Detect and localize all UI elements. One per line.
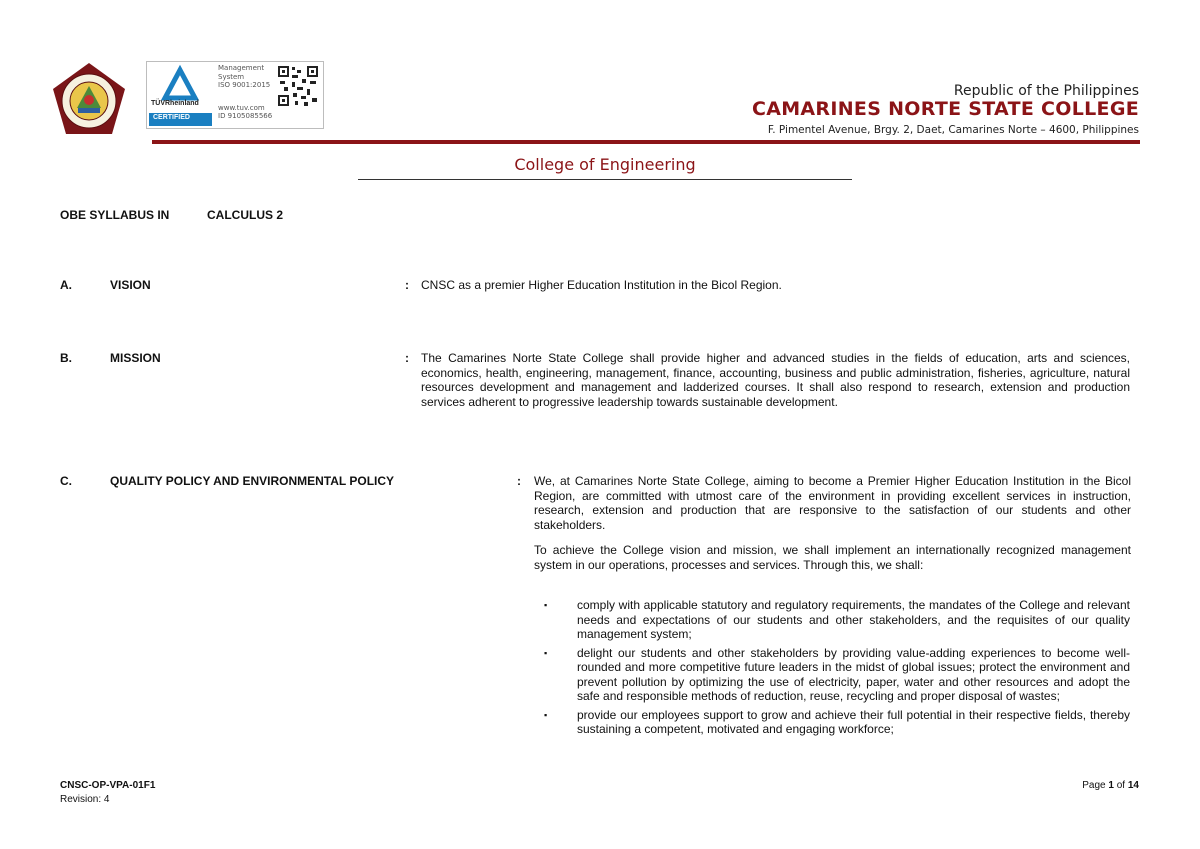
certified-badge-text: CERTIFIED [153, 114, 190, 121]
vision-label: VISION [110, 278, 151, 292]
mission-text: The Camarines Norte State College shall provide higher and advanced studies in the fields of education, arts and sciences, economics, health, engineering, management, finance, accounting, business and public administration, fisheries, agriculture, natural resources development and management and ladderized courses. It shall also respond to research, extension and production services adherent to progressive leadership towards sustainable development. [421, 351, 1130, 409]
tuv-brand-text: TÜVRheinland [151, 100, 199, 107]
department-title: College of Engineering [358, 155, 852, 180]
policy-label: QUALITY POLICY AND ENVIRONMENTAL POLICY [110, 474, 395, 488]
header-divider [152, 140, 1140, 144]
mission-colon: : [405, 351, 409, 365]
revision-number: Revision: 4 [60, 794, 110, 805]
policy-intro: We, at Camarines Norte State College, aiming to become a Premier Higher Education Institution in the Bicol Region, are committed with utmost care of the environment in providing excellent services in instruction, research, extension and production that are responsive to the satisfaction of our students and other stakeholders. [534, 474, 1131, 532]
subject-name: CALCULUS 2 [207, 208, 284, 222]
college-address: F. Pimentel Avenue, Brgy. 2, Daet, Camarines Norte – 4600, Philippines [767, 124, 1139, 136]
section-letter-a: A. [60, 278, 72, 292]
section-letter-c: C. [60, 474, 72, 488]
vision-text: CNSC as a premier Higher Education Institution in the Bicol Region. [421, 278, 782, 292]
vision-colon: : [405, 278, 409, 292]
republic-text: Republic of the Philippines [953, 83, 1139, 99]
college-seal-logo [52, 62, 126, 136]
cert-description: Management System ISO 9001:2015 www.tuv.com ID 9105085566 [218, 64, 273, 120]
list-item: ▪ delight our students and other stakeholders by providing value-adding experiences to become well-rounded and more competitive future leaders in the midst of global issues; protect the environment and prevent pollution by optimizing the use of electricity, paper, water and other resources and adopt the safe and responsible methods of reduction, reuse, recycling and proper disposal of wastes; [544, 645, 1130, 703]
syllabus-title: OBE SYLLABUS IN CALCULUS 2 [60, 208, 284, 222]
policy-intro-2: To achieve the College vision and mission, we shall implement an internationally recognized management system in our operations, processes and services. Through this, we shall: [534, 543, 1131, 572]
section-letter-b: B. [60, 351, 72, 365]
list-item: ▪ comply with applicable statutory and regulatory requirements, the mandates of the College and relevant needs and expectations of our students and other stakeholders, and the requisites of our quality management system; [544, 598, 1130, 641]
qr-code-icon [277, 65, 319, 107]
policy-colon: : [517, 474, 521, 488]
iso-certification-badge [146, 61, 324, 129]
bullet-icon: ▪ [544, 709, 548, 720]
policy-bullet-list [540, 598, 1130, 741]
college-name: CAMARINES NORTE STATE COLLEGE [751, 98, 1139, 120]
document-code: CNSC-OP-VPA-01F1 [60, 780, 156, 791]
bullet-icon: ▪ [544, 647, 548, 658]
list-item: ▪ provide our employees support to grow and achieve their full potential in their respective fields, thereby sustaining a competent, motivated and engaging workforce; [544, 707, 1130, 736]
page-number: Page 1 of 14 [1082, 780, 1139, 791]
bullet-icon: ▪ [544, 600, 548, 610]
mission-label: MISSION [110, 351, 161, 365]
